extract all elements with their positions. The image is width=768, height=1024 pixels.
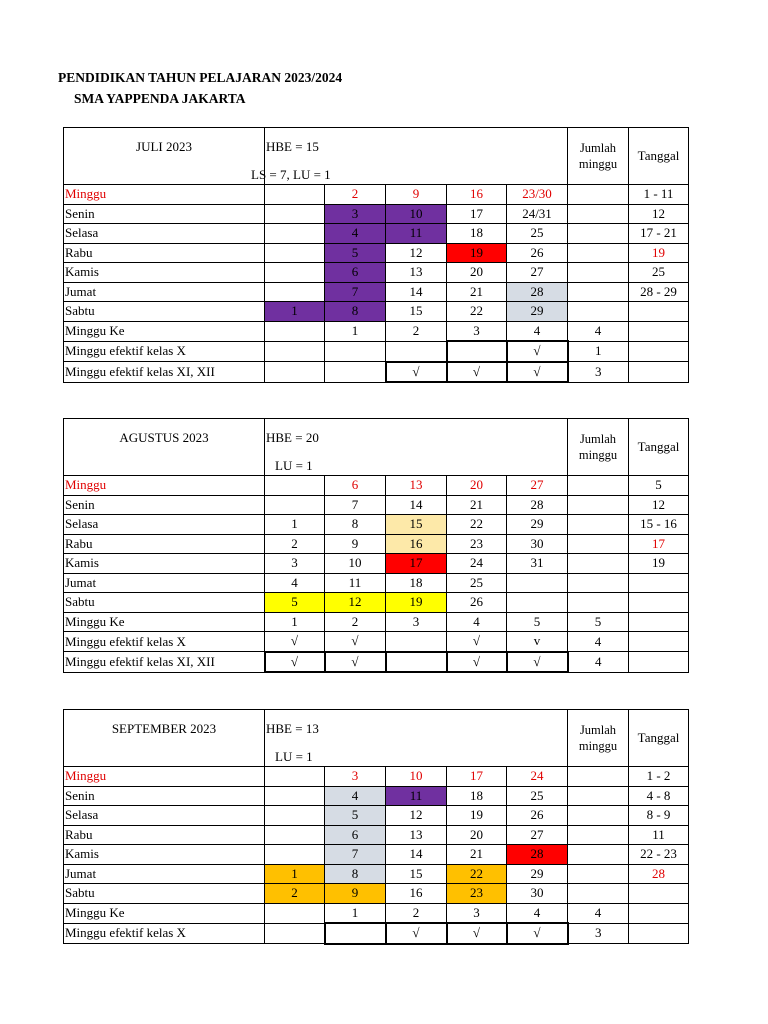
table-cell (265, 204, 325, 224)
table-cell: 2 (265, 884, 325, 904)
table-cell: 4 (325, 224, 386, 244)
table-cell (265, 476, 325, 496)
table-cell: 1 - 11 (629, 185, 689, 205)
table-cell (507, 573, 568, 593)
table-cell: 2 (265, 534, 325, 554)
table-cell: 17 - 21 (629, 224, 689, 244)
row-minggu (64, 767, 689, 787)
table-cell: 8 (325, 864, 386, 884)
table-cell: 4 (507, 321, 568, 341)
row-kamis (64, 845, 689, 865)
table-cell: Sabtu (64, 884, 265, 904)
table-cell: 22 (447, 302, 507, 322)
row-jumat (64, 573, 689, 593)
table-cell: Minggu (64, 767, 265, 787)
table-cell: 11 (386, 224, 447, 244)
table-cell: 6 (325, 476, 386, 496)
row-rabu (64, 825, 689, 845)
table-cell (507, 593, 568, 613)
table-cell: 28 (629, 864, 689, 884)
table-cell: 29 (507, 864, 568, 884)
table-cell (629, 302, 689, 322)
row-minggu-ke (64, 321, 689, 341)
table-cell: √ (325, 632, 386, 652)
table-cell: 5 (325, 806, 386, 826)
table-cell: 28 - 29 (629, 282, 689, 302)
table-cell (568, 185, 629, 205)
calendar-table-september (63, 709, 689, 945)
table-cell (265, 825, 325, 845)
table-cell: Senin (64, 204, 265, 224)
table-cell: 4 (325, 786, 386, 806)
table-cell: Minggu efektif kelas X (64, 341, 265, 362)
table-cell: 28 (507, 845, 568, 865)
table-cell (265, 341, 325, 362)
table-cell: 1 (568, 341, 629, 362)
table-cell: 13 (386, 263, 447, 283)
table-cell: 12 (386, 806, 447, 826)
row-selasa (64, 224, 689, 244)
table-cell: 23/30 (507, 185, 568, 205)
row-rabu (64, 534, 689, 554)
row-sabtu (64, 302, 689, 322)
table-cell: 2 (325, 185, 386, 205)
table-cell: Jumat (64, 573, 265, 593)
table-cell: 29 (507, 302, 568, 322)
row-jumat (64, 282, 689, 302)
jumlah-minggu-header: Jumlah minggu (568, 128, 629, 185)
table-cell (265, 243, 325, 263)
table-cell: 14 (386, 845, 447, 865)
table-cell (265, 923, 325, 944)
table-cell: Minggu (64, 476, 265, 496)
sub-label: LS = 7, LU = 1 (265, 166, 568, 185)
table-cell: 10 (386, 204, 447, 224)
table-cell: 18 (447, 786, 507, 806)
table-cell (265, 321, 325, 341)
table-cell: 20 (447, 476, 507, 496)
table-cell (568, 806, 629, 826)
table-cell: 2 (386, 903, 447, 923)
row-senin (64, 495, 689, 515)
row-efektif-x (64, 341, 689, 362)
table-cell (386, 341, 447, 362)
sub-label: LU = 1 (265, 748, 568, 767)
table-cell (629, 884, 689, 904)
table-cell: 27 (507, 825, 568, 845)
table-cell (265, 282, 325, 302)
table-cell: Senin (64, 495, 265, 515)
table-cell: 12 (386, 243, 447, 263)
table-cell: 21 (447, 282, 507, 302)
table-cell: 1 (325, 903, 386, 923)
table-cell (568, 786, 629, 806)
row-senin (64, 204, 689, 224)
table-cell: Sabtu (64, 593, 265, 613)
table-cell (265, 786, 325, 806)
row-minggu-ke (64, 903, 689, 923)
row-kamis (64, 263, 689, 283)
table-cell: 26 (447, 593, 507, 613)
table-cell: 3 (386, 612, 447, 632)
hbe-label: HBE = 13 (265, 710, 568, 749)
table-cell: 4 (265, 573, 325, 593)
table-cell (265, 903, 325, 923)
table-cell: 6 (325, 825, 386, 845)
table-cell: Selasa (64, 806, 265, 826)
table-cell (568, 864, 629, 884)
table-cell: 12 (629, 495, 689, 515)
table-cell: Minggu Ke (64, 612, 265, 632)
table-cell: √ (507, 362, 568, 383)
table-cell (629, 362, 689, 383)
jumlah-minggu-header: Jumlah minggu (568, 419, 629, 476)
table-cell: Kamis (64, 845, 265, 865)
table-cell: 23 (447, 884, 507, 904)
table-cell: Minggu (64, 185, 265, 205)
table-cell (265, 495, 325, 515)
table-cell: 4 - 8 (629, 786, 689, 806)
row-efektif-xi-xii (64, 652, 689, 673)
table-cell (629, 612, 689, 632)
table-cell: 7 (325, 495, 386, 515)
table-cell (568, 204, 629, 224)
table-cell: √ (386, 362, 447, 383)
table-cell: Minggu Ke (64, 903, 265, 923)
table-cell: 24 (507, 767, 568, 787)
table-cell (568, 554, 629, 574)
table-cell: 19 (629, 554, 689, 574)
row-efektif-x (64, 632, 689, 652)
table-cell: 12 (629, 204, 689, 224)
row-minggu (64, 476, 689, 496)
table-cell: Minggu efektif kelas X (64, 632, 265, 652)
table-cell: √ (447, 362, 507, 383)
table-cell (325, 362, 386, 383)
table-cell: 4 (507, 903, 568, 923)
table-cell: 17 (447, 767, 507, 787)
table-cell: 25 (507, 786, 568, 806)
table-cell (568, 495, 629, 515)
table-cell: 8 (325, 515, 386, 535)
table-cell: 3 (447, 321, 507, 341)
table-cell (629, 923, 689, 944)
table-cell: Kamis (64, 263, 265, 283)
month-title: SEPTEMBER 2023 (64, 710, 265, 749)
row-kamis (64, 554, 689, 574)
table-cell (568, 263, 629, 283)
table-cell (629, 632, 689, 652)
table-cell: 20 (447, 825, 507, 845)
table-cell: Minggu efektif kelas X (64, 923, 265, 944)
table-cell: 8 - 9 (629, 806, 689, 826)
table-cell (568, 282, 629, 302)
table-cell (447, 341, 507, 362)
table-cell (568, 476, 629, 496)
table-cell: 1 (265, 302, 325, 322)
table-cell (568, 593, 629, 613)
table-cell: Jumat (64, 282, 265, 302)
table-cell: 10 (325, 554, 386, 574)
table-cell: 19 (386, 593, 447, 613)
table-cell: Rabu (64, 243, 265, 263)
row-jumat (64, 864, 689, 884)
table-cell (386, 632, 447, 652)
title-spacer (64, 166, 265, 185)
table-cell: 13 (386, 476, 447, 496)
table-cell: 3 (568, 362, 629, 383)
table-cell: 6 (325, 263, 386, 283)
table-cell (568, 224, 629, 244)
table-cell (568, 515, 629, 535)
title-spacer (64, 457, 265, 476)
table-cell (568, 534, 629, 554)
table-cell: 15 (386, 515, 447, 535)
table-cell: 26 (507, 806, 568, 826)
table-cell: Selasa (64, 515, 265, 535)
table-cell: 25 (507, 224, 568, 244)
table-cell (629, 321, 689, 341)
row-senin (64, 786, 689, 806)
tanggal-header: Tanggal (629, 128, 689, 185)
table-cell: 7 (325, 845, 386, 865)
table-cell: 27 (507, 476, 568, 496)
table-cell: 11 (629, 825, 689, 845)
table-cell: √ (507, 652, 568, 673)
tanggal-header: Tanggal (629, 710, 689, 767)
table-cell (629, 573, 689, 593)
table-cell: 25 (447, 573, 507, 593)
page-title: PENDIDIKAN TAHUN PELAJARAN 2023/2024 (58, 70, 343, 85)
table-cell: √ (265, 632, 325, 652)
table-cell: 19 (447, 806, 507, 826)
hbe-label: HBE = 15 (265, 128, 568, 167)
row-efektif-x (64, 923, 689, 944)
table-cell: √ (447, 923, 507, 944)
table-cell: 22 (447, 515, 507, 535)
month-title: AGUSTUS 2023 (64, 419, 265, 458)
table-cell: 23 (447, 534, 507, 554)
table-cell: 24 (447, 554, 507, 574)
table-cell: 17 (447, 204, 507, 224)
row-efektif-xi-xii (64, 362, 689, 383)
table-cell (568, 573, 629, 593)
table-cell: Selasa (64, 224, 265, 244)
table-cell (265, 263, 325, 283)
table-cell: 1 (265, 864, 325, 884)
table-cell: 21 (447, 495, 507, 515)
table-cell: Sabtu (64, 302, 265, 322)
row-rabu (64, 243, 689, 263)
row-minggu (64, 185, 689, 205)
calendar-table-agustus (63, 418, 689, 673)
table-cell: 30 (507, 884, 568, 904)
table-cell: 5 (507, 612, 568, 632)
table-cell: Rabu (64, 534, 265, 554)
table-cell: 26 (507, 243, 568, 263)
table-cell: 9 (386, 185, 447, 205)
table-cell (265, 845, 325, 865)
jumlah-minggu-header: Jumlah minggu (568, 710, 629, 767)
table-cell: 17 (629, 534, 689, 554)
table-cell: 4 (568, 652, 629, 673)
table-cell: 17 (386, 554, 447, 574)
row-selasa (64, 806, 689, 826)
row-sabtu (64, 593, 689, 613)
table-cell: 14 (386, 282, 447, 302)
table-cell: 29 (507, 515, 568, 535)
table-cell: 4 (568, 903, 629, 923)
table-cell: 11 (325, 573, 386, 593)
table-cell: 4 (447, 612, 507, 632)
school-name: SMA YAPPENDA JAKARTA (74, 91, 246, 106)
table-cell: 16 (386, 884, 447, 904)
table-cell: 15 - 16 (629, 515, 689, 535)
table-cell: Minggu efektif kelas XI, XII (64, 652, 265, 673)
table-cell: 3 (447, 903, 507, 923)
table-cell: 25 (629, 263, 689, 283)
table-cell: 13 (386, 825, 447, 845)
table-cell: √ (507, 341, 568, 362)
month-title: JULI 2023 (64, 128, 265, 167)
table-cell (629, 593, 689, 613)
table-cell: 5 (629, 476, 689, 496)
table-cell: 5 (325, 243, 386, 263)
table-cell: 22 (447, 864, 507, 884)
table-cell: 19 (629, 243, 689, 263)
table-cell: 1 (265, 515, 325, 535)
table-cell: 31 (507, 554, 568, 574)
tanggal-header: Tanggal (629, 419, 689, 476)
table-cell: √ (447, 652, 507, 673)
table-cell: Minggu efektif kelas XI, XII (64, 362, 265, 383)
table-cell (325, 341, 386, 362)
table-cell: 27 (507, 263, 568, 283)
table-cell: 18 (447, 224, 507, 244)
table-cell (265, 224, 325, 244)
table-cell: 9 (325, 884, 386, 904)
table-cell: 19 (447, 243, 507, 263)
table-cell: 22 - 23 (629, 845, 689, 865)
table-cell (265, 806, 325, 826)
table-cell: 3 (265, 554, 325, 574)
table-cell: 3 (325, 204, 386, 224)
table-cell (568, 302, 629, 322)
table-cell: v (507, 632, 568, 652)
table-cell: 4 (568, 632, 629, 652)
table-cell (265, 767, 325, 787)
table-cell: 14 (386, 495, 447, 515)
row-selasa (64, 515, 689, 535)
table-cell: 10 (386, 767, 447, 787)
table-cell: 21 (447, 845, 507, 865)
table-cell: 3 (325, 767, 386, 787)
table-cell: 2 (386, 321, 447, 341)
table-cell: 18 (386, 573, 447, 593)
table-cell: 16 (447, 185, 507, 205)
table-cell: 2 (325, 612, 386, 632)
table-cell: Rabu (64, 825, 265, 845)
table-cell: 28 (507, 282, 568, 302)
table-cell (325, 923, 386, 944)
table-cell (265, 362, 325, 383)
table-cell: 16 (386, 534, 447, 554)
row-minggu-ke (64, 612, 689, 632)
table-cell (629, 903, 689, 923)
table-cell (568, 825, 629, 845)
table-cell: 28 (507, 495, 568, 515)
table-cell: Jumat (64, 864, 265, 884)
table-cell: Kamis (64, 554, 265, 574)
table-cell (629, 652, 689, 673)
table-cell: 15 (386, 864, 447, 884)
table-cell: 1 - 2 (629, 767, 689, 787)
calendar-table-juli (63, 127, 689, 383)
table-cell (568, 884, 629, 904)
table-cell: √ (325, 652, 386, 673)
table-cell: 5 (568, 612, 629, 632)
hbe-label: HBE = 20 (265, 419, 568, 458)
table-cell: 3 (568, 923, 629, 944)
table-cell: Minggu Ke (64, 321, 265, 341)
table-cell: 15 (386, 302, 447, 322)
table-cell (568, 845, 629, 865)
table-cell: 1 (325, 321, 386, 341)
table-cell: 11 (386, 786, 447, 806)
table-cell: 1 (265, 612, 325, 632)
sub-label: LU = 1 (265, 457, 568, 476)
table-cell (265, 185, 325, 205)
table-cell: 7 (325, 282, 386, 302)
table-cell: √ (447, 632, 507, 652)
row-sabtu (64, 884, 689, 904)
table-cell (568, 243, 629, 263)
table-cell: 30 (507, 534, 568, 554)
table-cell: 5 (265, 593, 325, 613)
table-cell: Senin (64, 786, 265, 806)
table-cell: 24/31 (507, 204, 568, 224)
table-cell: √ (386, 923, 447, 944)
table-cell (568, 767, 629, 787)
table-cell: 12 (325, 593, 386, 613)
table-cell: √ (265, 652, 325, 673)
table-cell (386, 652, 447, 673)
table-cell: √ (507, 923, 568, 944)
table-cell: 8 (325, 302, 386, 322)
table-cell: 9 (325, 534, 386, 554)
title-spacer (64, 748, 265, 767)
table-cell: 4 (568, 321, 629, 341)
table-cell (629, 341, 689, 362)
table-cell: 20 (447, 263, 507, 283)
